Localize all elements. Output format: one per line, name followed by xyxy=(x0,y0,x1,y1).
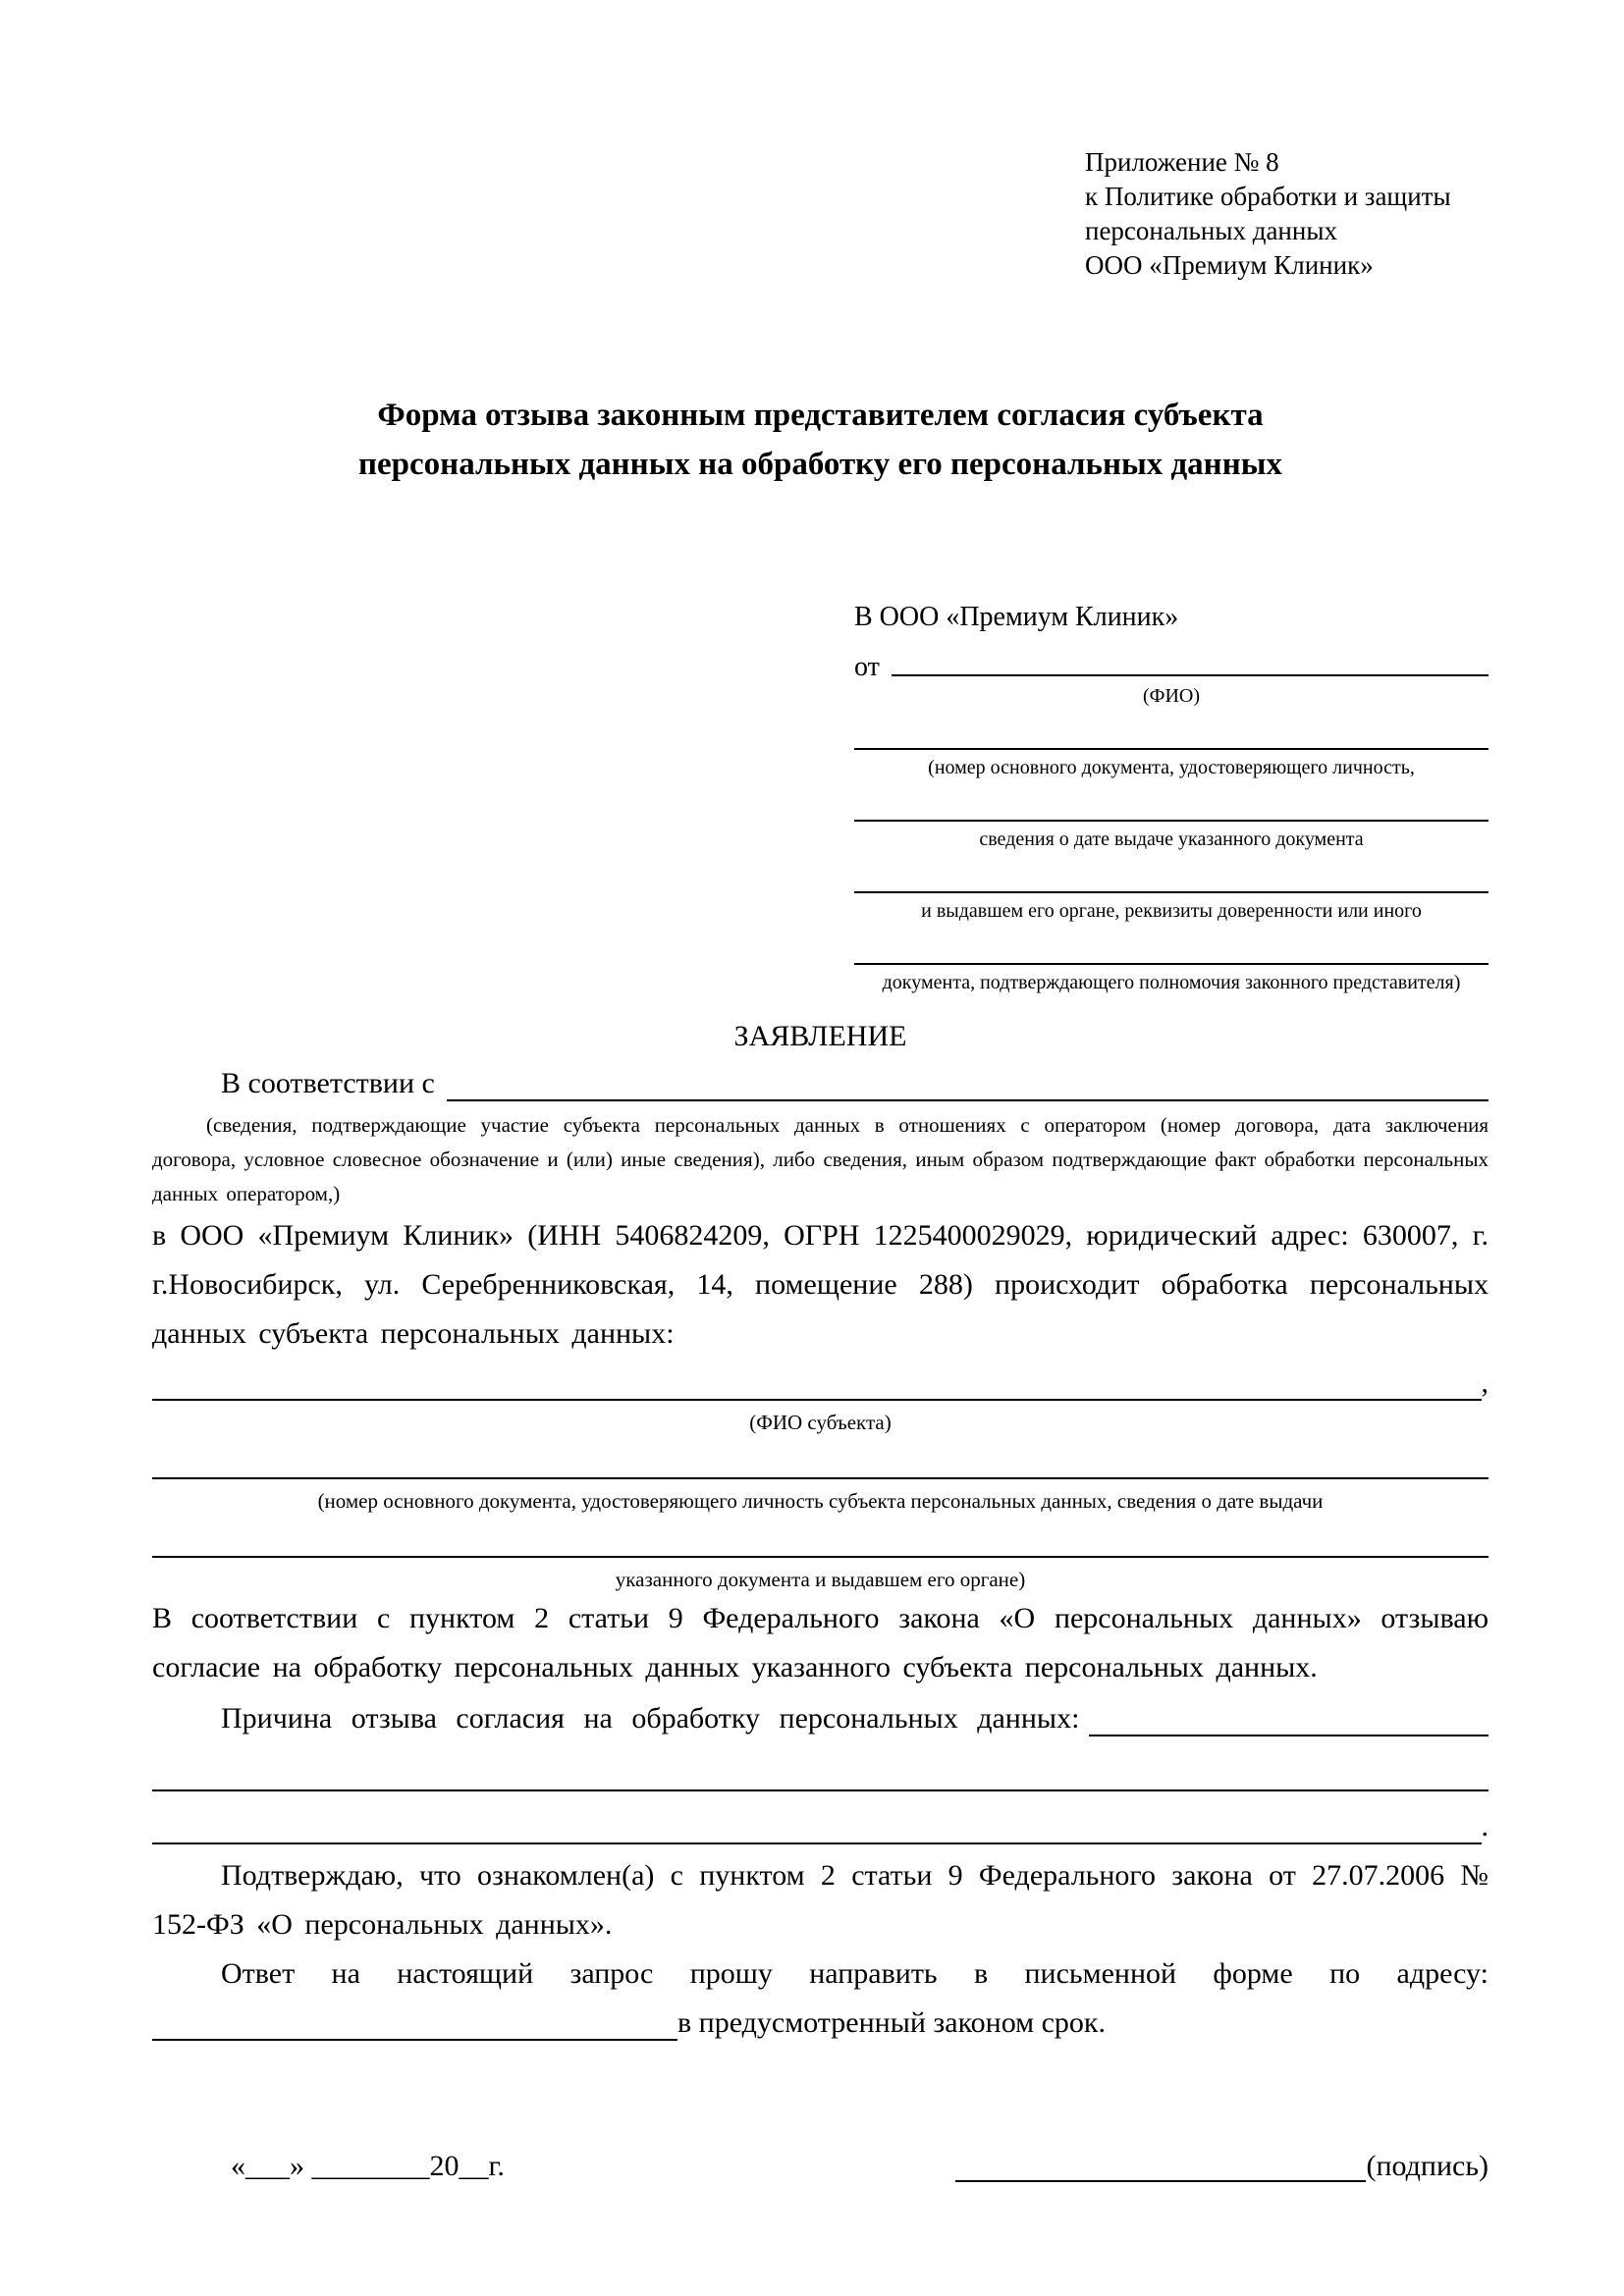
representative-doc-blank-line-4 xyxy=(854,941,1489,965)
addressee-to: В ООО «Премиум Клиник» xyxy=(854,602,1179,632)
statement-body xyxy=(152,1014,1489,2189)
signature-caption: (подпись) xyxy=(1366,2150,1489,2182)
subject-fio-blank-line xyxy=(152,1399,1482,1401)
representative-fio-blank-line xyxy=(892,674,1489,676)
representative-doc-field-4 xyxy=(854,941,1489,996)
reason-prefix: Причина отзыва согласия на обработку персональных данных: xyxy=(221,1702,1080,1735)
accordance-blank-line xyxy=(447,1099,1489,1101)
footer-row xyxy=(152,2144,1489,2189)
representative-doc-caption-4: документа, подтверждающего полномочия законного представителя) xyxy=(882,972,1461,993)
appendix-header-line-1: Приложение № 8 xyxy=(1085,147,1279,177)
subject-doc-blank-line-1 xyxy=(152,1477,1489,1479)
appendix-header-line-2: к Политике обработки и защиты xyxy=(1085,182,1451,211)
from-label: от xyxy=(854,652,880,682)
appendix-header-line-3: персональных данных xyxy=(1085,216,1337,245)
reply-address-blank-line xyxy=(152,2039,677,2041)
subject-doc-row-2 xyxy=(152,1516,1489,1565)
representative-doc-caption-3: и выдавшем его органе, реквизиты доверенности или иного xyxy=(921,900,1422,922)
accordance-row xyxy=(152,1059,1489,1108)
form-title-line-2: персональных данных на обработку его персональных данных xyxy=(358,447,1282,482)
representative-doc-field-2 xyxy=(854,798,1489,853)
date-line: «___» ________20__г. xyxy=(231,2150,505,2182)
small-print-note: (сведения, подтверждающие участие субъекта персональных данных в отношениях с оператором (номер договора, дата заключения договора, условное словесное обозначение и (или) иные сведения), либо сведения, иным образом подтверждающие факт обработки персональных данных оператором,) xyxy=(152,1113,1489,1205)
confirm-paragraph: Подтверждаю, что ознакомлен(а) с пунктом 2 статьи 9 Федерального закона от 27.07.2006 № 152-ФЗ «О персональных данных». xyxy=(152,1859,1489,1941)
representative-doc-field-1 xyxy=(854,726,1489,781)
subject-doc-caption-1: (номер основного документа, удостоверяющего личность субъекта персональных данных, сведения о дате выдачи xyxy=(317,1489,1324,1513)
representative-doc-blank-line-2 xyxy=(854,798,1489,822)
reply-suffix: в предусмотренный законом срок. xyxy=(677,2006,1106,2039)
representative-doc-caption-1: (номер основного документа, удостоверяющего личность, xyxy=(928,757,1415,778)
reason-extra-row-1 xyxy=(152,1743,1489,1798)
representative-doc-field-3 xyxy=(854,870,1489,925)
subject-fio-caption: (ФИО субъекта) xyxy=(749,1411,892,1434)
reply-paragraph: Ответ на настоящий запрос прошу направить в письменной форме по адресу: xyxy=(221,1957,1489,1990)
statement-heading: ЗАЯВЛЕНИЕ xyxy=(733,1020,907,1052)
withdraw-paragraph: В соответствии с пунктом 2 статьи 9 Федерального закона «О персональных данных» отзываю согласие на обработку персональных данных указанного субъекта персональных данных. xyxy=(152,1602,1489,1683)
reply-address-row xyxy=(152,1999,1489,2048)
subject-fio-row xyxy=(152,1359,1489,1408)
appendix-header xyxy=(1085,145,1489,283)
subject-doc-blank-line-2 xyxy=(152,1556,1489,1558)
reason-extra-blank-line-2 xyxy=(152,1842,1482,1844)
fio-caption: (ФИО) xyxy=(1142,685,1200,707)
form-title xyxy=(152,391,1489,489)
addressee-block xyxy=(854,597,1489,996)
signature-cell xyxy=(955,2144,1489,2189)
subject-doc-caption-2: указанного документа и выдавшем его органе) xyxy=(615,1568,1026,1591)
representative-doc-caption-2: сведения о дате выдаче указанного документа xyxy=(979,828,1364,850)
representative-doc-blank-line-3 xyxy=(854,870,1489,893)
operator-paragraph: в ООО «Премиум Клиник» (ИНН 5406824209, ОГРН 1225400029029, юридический адрес: 630007, г. г.Новосибирск, ул. Серебренниковская, 14, помещение 288) происходит обработка персональных данных субъекта персональных данных: xyxy=(152,1219,1489,1350)
appendix-header-line-4: ООО «Премиум Клиник» xyxy=(1085,250,1374,280)
signature-blank-line xyxy=(955,2180,1366,2182)
reason-extra-blank-line-1 xyxy=(152,1789,1489,1791)
period-suffix: . xyxy=(1481,1810,1489,1842)
form-title-line-1: Форма отзыва законным представителем согласия субъекта xyxy=(377,398,1264,433)
from-row xyxy=(854,638,1489,683)
subject-doc-row-1 xyxy=(152,1437,1489,1486)
accordance-prefix: В соответствии с xyxy=(221,1067,435,1099)
comma-suffix: , xyxy=(1481,1366,1489,1399)
representative-doc-blank-line-1 xyxy=(854,726,1489,750)
reason-blank-line xyxy=(1089,1735,1489,1736)
reason-extra-row-2 xyxy=(152,1798,1489,1851)
reason-row xyxy=(152,1692,1489,1743)
